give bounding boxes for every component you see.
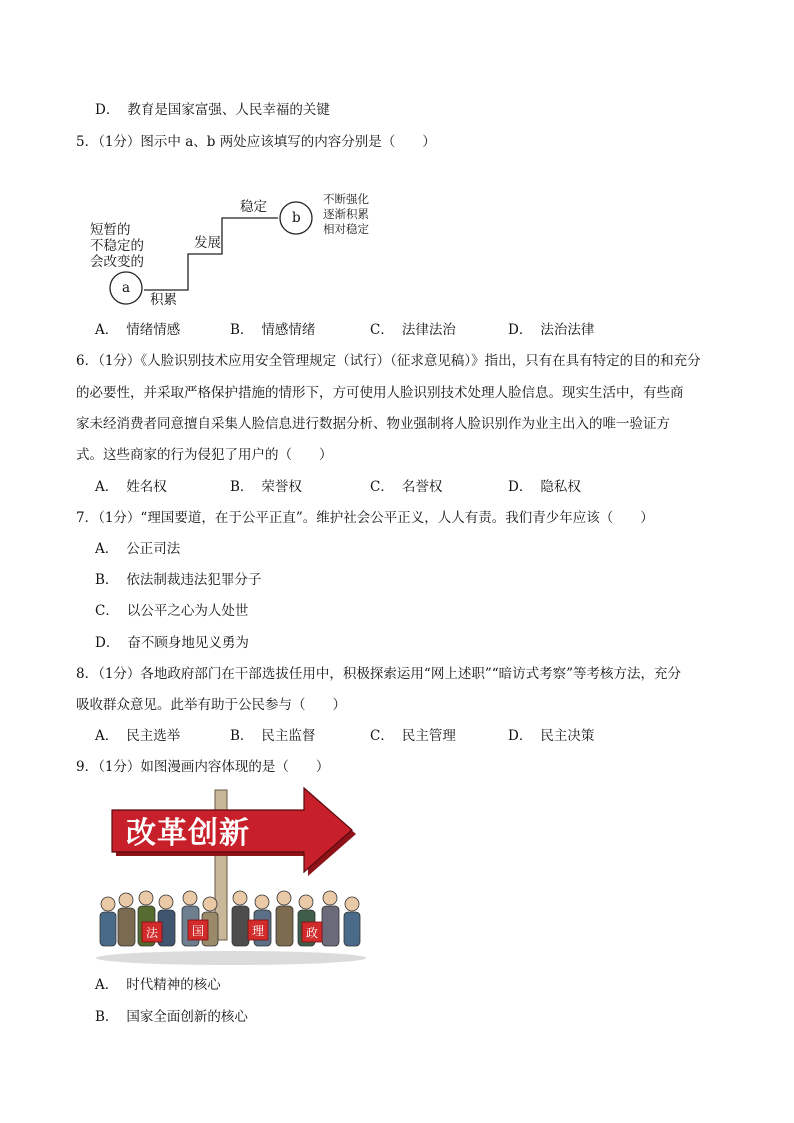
right-line-1: 不断强化 [323,192,369,206]
q6-option-c[interactable]: C． 名誉权 [370,479,443,495]
q5-stem: 5．（1分）图示中 a、b 两处应该填写的内容分别是（ ） [76,134,436,150]
q9-option-b[interactable]: B． 国家全面创新的核心 [95,1009,248,1025]
q7-stem: 7．（1分）“理国要道，在于公平正直”。维护社会公平正义，人人有责。我们青少年应该（ ） [76,510,654,526]
q6-stem-line-1: 6．（1分）《人脸识别技术应用安全管理规定（试行）（征求意见稿）》指出，只有在具有特定的目的和充分 [76,353,701,369]
q6-option-d[interactable]: D． 隐私权 [508,479,581,495]
q8-stem-line-2: 吸收群众意见。此举有助于公民参与（ ） [76,697,346,713]
q6-stem-line-3: 家未经消费者同意擅自采集人脸信息进行数据分析、物业强制将人脸识别作为业主出入的唯一验证方 [76,416,670,432]
q9-stem: 9．（1分）如图漫画内容体现的是（ ） [76,759,330,775]
placard-3-text: 理 [252,924,265,938]
q9-option-a[interactable]: A． 时代精神的核心 [95,977,221,993]
cartoon-illustration [94,786,368,966]
q8-option-a[interactable]: A． 民主选举 [95,728,181,744]
q5-diagram [82,188,412,316]
q6-option-a[interactable]: A． 姓名权 [95,479,167,495]
q8-option-c[interactable]: C． 民主管理 [370,728,456,744]
q7-option-b[interactable]: B． 依法制裁违法犯罪分子 [95,572,262,588]
q6-stem-line-2: 的必要性，并采取严格保护措施的情形下，方可使用人脸识别技术处理人脸信息。现实生活中，有些商 [76,385,684,401]
placard-4-text: 政 [306,926,319,940]
q5-option-d[interactable]: D． 法治法律 [508,322,595,338]
q6-stem-line-4: 式。这些商家的行为侵犯了用户的（ ） [76,447,333,463]
q5-option-a[interactable]: A． 情绪情感 [95,322,181,338]
step-label-develop: 发展 [194,235,221,251]
q7-option-d[interactable]: D． 奋不顾身地见义勇为 [95,635,249,651]
q8-option-d[interactable]: D． 民主决策 [508,728,595,744]
q8-stem-line-1: 8．（1分）各地政府部门在干部选拔任用中，积极探索运用“网上述职”“暗访式考察”等考核方法，充分 [76,666,682,682]
placard-1-text: 法 [146,926,159,940]
right-line-3: 相对稳定 [323,222,369,236]
circle-b-label: b [292,210,301,226]
step-label-stable: 稳定 [240,199,267,215]
q6-option-b[interactable]: B． 荣誉权 [230,479,302,495]
arrow-banner [112,788,356,876]
q5-option-b[interactable]: B． 情感情绪 [230,322,316,338]
left-line-3: 会改变的 [90,254,144,270]
q4-option-d[interactable]: D． 教育是国家富强、人民幸福的关键 [95,102,330,118]
left-line-2: 不稳定的 [90,238,144,254]
q8-option-b[interactable]: B． 民主监督 [230,728,316,744]
banner-text: 改革创新 [126,816,250,851]
step-label-accumulate: 积累 [150,292,177,308]
right-line-2: 逐渐积累 [323,207,369,221]
q7-option-c[interactable]: C． 以公平之心为人处世 [95,603,249,619]
placard-2-text: 国 [192,924,205,938]
q5-option-c[interactable]: C． 法律法治 [370,322,456,338]
left-line-1: 短暂的 [90,222,131,238]
reform-innovation-cartoon [94,786,368,966]
circle-a-label: a [122,280,131,296]
q7-option-a[interactable]: A． 公正司法 [95,541,181,557]
